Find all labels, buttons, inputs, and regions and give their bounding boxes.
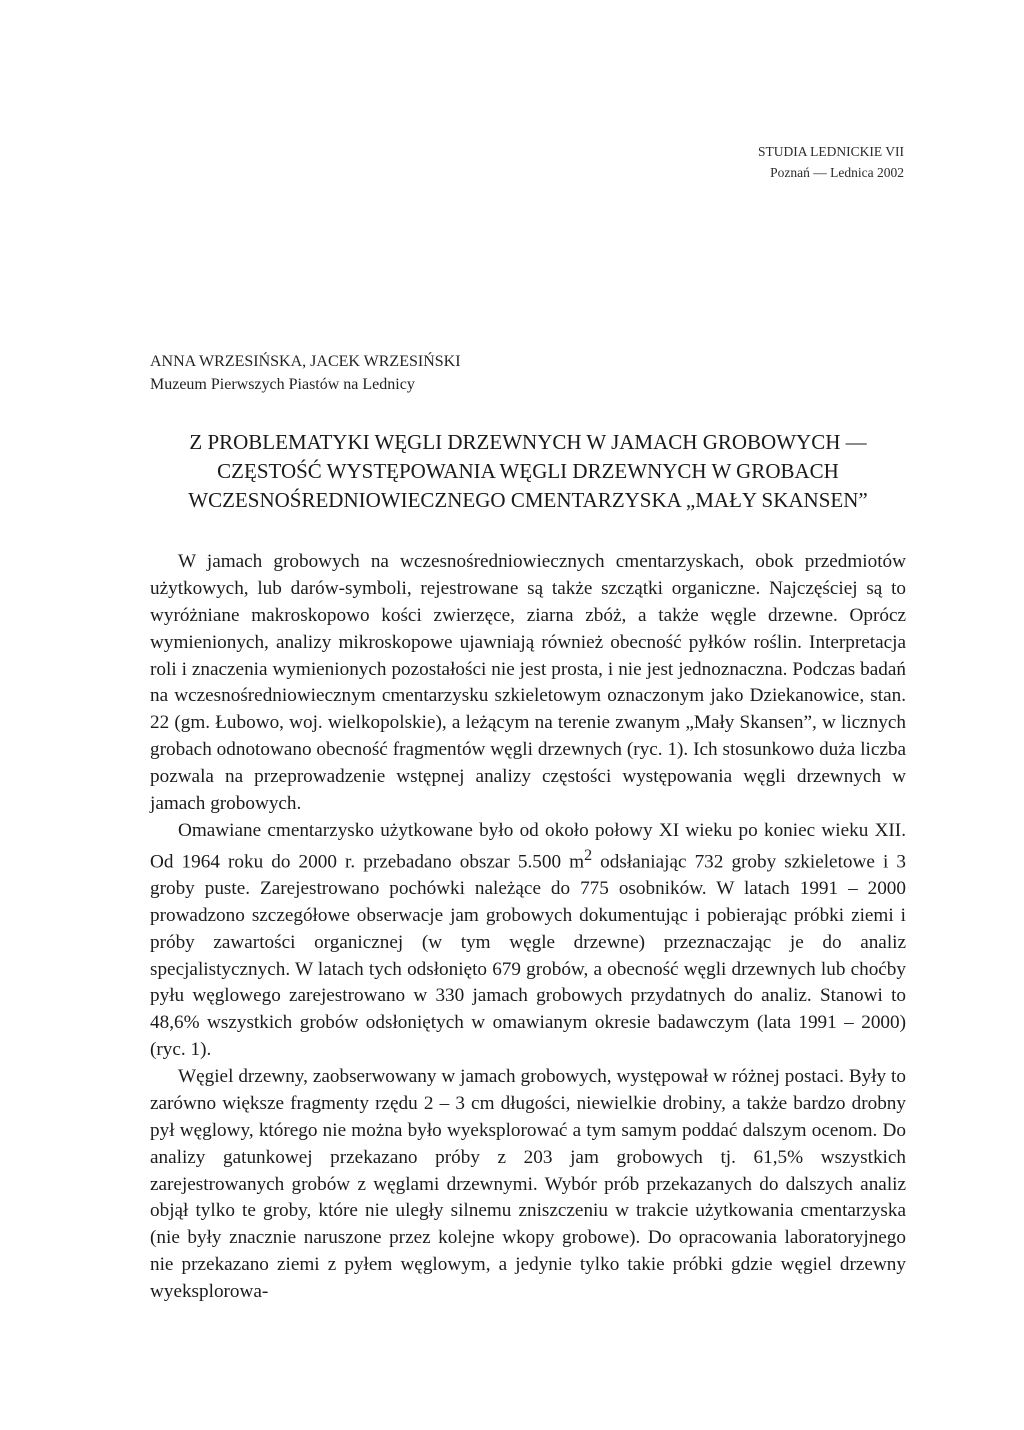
title-line-2: CZĘSTOŚĆ WYSTĘPOWANIA WĘGLI DRZEWNYCH W GROBACH: [217, 458, 839, 483]
paragraph-1: W jamach grobowych na wczesnośredniowiecznych cmentarzyskach, obok przedmiotów użytkowych, lub darów-symboli, rejestrowane są także szczątki organiczne. Najczęściej są to wyróżniane makroskopowo kości zwierzęce, ziarna zbóż, a także węgle drzewne. Oprócz wymienionych, analizy mikroskopowe ujawniają również obecność pyłków roślin. Interpretacja roli i znaczenia wymienionych pozostałości nie jest prosta, i nie jest jednoznaczna. Podczas badań na wczesnośredniowiecznym cmentarzysku szkieletowym oznaczonym jako Dziekanowice, stan. 22 (gm. Łubowo, woj. wielkopolskie), a leżącym na terenie zwanym „Mały Skansen”, w licznych grobach odnotowano obecność fragmentów węgli drzewnych (ryc. 1). Ich stosunkowo duża liczba pozwala na przeprowadzenie wstępnej analizy częstości występowania węgli drzewnych w jamach grobowych.: [150, 551, 906, 814]
paragraph-3: Węgiel drzewny, zaobserwowany w jamach grobowych, występował w różnej postaci. Były to zarówno większe fragmenty rzędu 2 – 3 cm długości, niewielkie drobiny, a także bardzo drobny pył węglowy, którego nie można było wyeksplorować a tym samym poddać dalszym ocenom. Do analizy gatunkowej przekazano próby z 203 jam grobowych tj. 61,5% wszystkich zarejestrowanych grobów z węglami drzewnymi. Wybór prób przekazanych do dalszych analiz objął tylko te groby, które nie uległy silnemu zniszczeniu w trakcie użytkowania cmentarzyska (nie były znacznie naruszone przez kolejne wkopy grobowe). Do opracowania laboratoryjnego nie przekazano ziemi z pyłem węglowym, a jedynie tylko takie próbki gdzie węgiel drzewny wyeksplorowa-: [150, 1066, 906, 1303]
article-title: [150, 428, 906, 514]
paragraph-2: [150, 818, 906, 1064]
article-body: [150, 549, 906, 1306]
paragraph-2-part-1: Omawiane cmentarzysko użytkowane było od około połowy XI wieku po koniec wieku XII. Od 1964 roku do 2000 r. przebadano obszar 5.500 m: [150, 819, 906, 873]
area-unit-superscript: 2: [584, 846, 593, 864]
journal-title: STUDIA LEDNICKIE VII: [758, 144, 904, 159]
journal-place-year: Poznań — Lednica 2002: [770, 164, 904, 180]
title-line-3: WCZESNOŚREDNIOWIECZNEGO CMENTARZYSKA „MAŁY SKANSEN”: [188, 487, 868, 512]
journal-header: [758, 142, 904, 184]
author-affiliation: Muzeum Pierwszych Piastów na Lednicy: [150, 376, 415, 394]
title-line-1: Z PROBLEMATYKI WĘGLI DRZEWNYCH W JAMACH GROBOWYCH —: [189, 430, 867, 454]
author-names: ANNA WRZESIŃSKA, JACEK WRZESIŃSKI: [150, 353, 461, 370]
author-block: [150, 350, 461, 396]
paragraph-2-part-2: odsłaniając 732 groby szkieletowe i 3 groby puste. Zarejestrowano pochówki należące do 775 osobników. W latach 1991 – 2000 prowadzono szczegółowe obserwacje jam grobowych dokumentując i pobierając próbki ziemi i próby zawartości organicznej (w tym węgle drzewne) przeznaczając je do analiz specjalistycznych. W latach tych odsłonięto 679 grobów, a obecność węgli drzewnych lub choćby pyłu węglowego zarejestrowano w 330 jamach grobowych przydatnych do analiz. Stanowi to 48,6% wszystkich grobów odsłoniętych w omawianym okresie badawczym (lata 1991 – 2000) (ryc. 1).: [150, 851, 906, 1061]
